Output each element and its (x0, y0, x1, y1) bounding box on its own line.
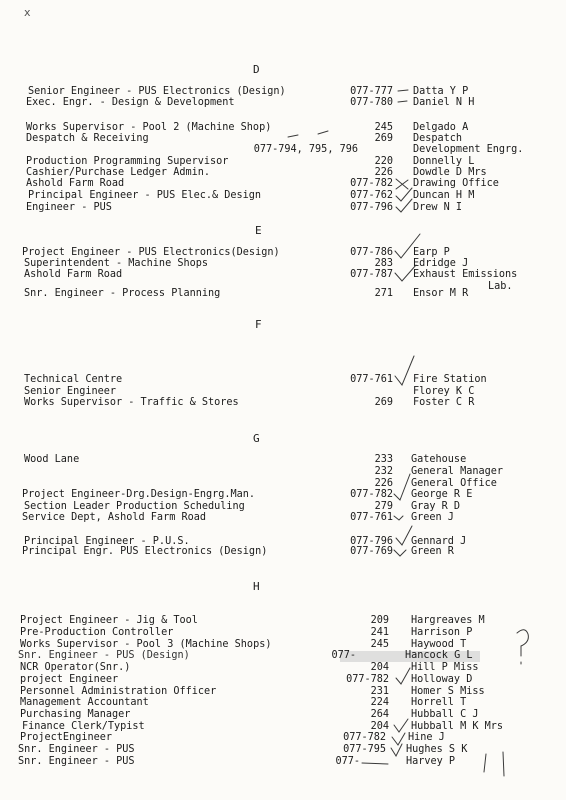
person-name: Edridge J (413, 258, 469, 269)
person-name: Gatehouse (411, 454, 467, 465)
person-name: George R E (411, 489, 473, 500)
person-name: Homer S Miss (411, 686, 485, 697)
person-name: Datta Y P (413, 86, 469, 97)
role-text: Production Programming Supervisor (26, 156, 229, 167)
role-text: Despatch & Receiving (26, 133, 149, 144)
person-name: Gennard J (411, 536, 467, 547)
person-name: Delgado A (413, 122, 469, 133)
extension: 204 (370, 721, 389, 732)
list-item (0, 178, 566, 190)
extension: 279 (374, 501, 393, 512)
extension: 245 (370, 639, 389, 650)
role-text: Senior Engineer (24, 386, 117, 397)
role-text: Snr. Engineer - PUS (18, 744, 135, 755)
person-name: Development Engrg. (413, 144, 524, 155)
list-item (0, 144, 566, 156)
extension: 209 (370, 615, 389, 626)
person-name: Dowdle D Mrs (413, 167, 487, 178)
role-text: Senior Engineer - PUS Electronics (Design) (28, 86, 286, 97)
extension: 224 (370, 697, 389, 708)
section-letter: G (253, 432, 261, 445)
person-name: Holloway D (411, 674, 473, 685)
person-name: Hubball C J (411, 709, 479, 720)
person-name: Earp P (413, 247, 450, 258)
role-text: Snr. Engineer - Process Planning (24, 288, 221, 299)
extension: 077-794, 795, 796 (253, 144, 358, 155)
extension: 077-796 (350, 202, 393, 213)
person-name: Florey K C (413, 386, 475, 397)
section-letter: E (255, 224, 263, 237)
person-name: Hargreaves M (411, 615, 485, 626)
section-letter: F (255, 318, 263, 331)
extension: 269 (374, 397, 393, 408)
role-text: Purchasing Manager (20, 709, 131, 720)
person-name: Foster C R (413, 397, 475, 408)
person-name: Gray R D (411, 501, 461, 512)
list-item (0, 454, 566, 466)
role-text: Snr. Engineer - PUS (Design) (18, 650, 190, 661)
role-text: Works Supervisor - Pool 3 (Machine Shops) (20, 639, 272, 650)
extension: 077-796 (350, 536, 393, 547)
list-item (0, 627, 566, 639)
extension: 269 (374, 133, 393, 144)
role-text: Principal Engineer - PUS Elec.& Design (28, 190, 262, 201)
section-letter: D (253, 63, 261, 76)
extension: 077- (335, 756, 360, 767)
extension: 077-782 (346, 674, 389, 685)
extension: 077- (331, 650, 356, 661)
role-text: Cashier/Purchase Ledger Admin. (26, 167, 211, 178)
role-text: Works Supervisor - Pool 2 (Machine Shop) (26, 122, 272, 133)
extension: 226 (374, 478, 393, 489)
extension: 077-782 (350, 178, 393, 189)
role-text: Works Supervisor - Traffic & Stores (24, 397, 239, 408)
person-name: General Office (411, 478, 497, 489)
list-item (0, 709, 566, 721)
extension: 077-761 (350, 374, 393, 385)
person-name: Duncan H M (413, 190, 475, 201)
role-text: Project Engineer - Jig & Tool (20, 615, 198, 626)
role-text: Ashold Farm Road (24, 269, 123, 280)
role-text: Project Engineer-Drg.Design-Engrg.Man. (22, 489, 256, 500)
person-name: Hill P Miss (411, 662, 479, 673)
list-item (0, 288, 566, 300)
role-text: Management Accountant (20, 697, 149, 708)
person-name: Hancock G L (405, 650, 473, 661)
extension: 077-787 (350, 269, 393, 280)
person-name: Despatch (413, 133, 463, 144)
role-text: Technical Centre (24, 374, 123, 385)
person-name: Lab. (488, 281, 513, 292)
role-text: project Engineer (20, 674, 119, 685)
section-letter: H (253, 580, 261, 593)
role-text: Superintendent - Machine Shops (24, 258, 209, 269)
list-item (0, 756, 566, 768)
role-text: ProjectEngineer (20, 732, 113, 743)
extension: 077-795 (343, 744, 386, 755)
list-item (0, 489, 566, 501)
role-text: Pre-Production Controller (20, 627, 174, 638)
list-item (0, 662, 566, 674)
role-text: Wood Lane (24, 454, 80, 465)
extension: 264 (370, 709, 389, 720)
list-item (0, 512, 566, 524)
list-item (0, 466, 566, 478)
list-item (0, 374, 566, 386)
extension: 077-786 (350, 247, 393, 258)
extension: 245 (374, 122, 393, 133)
role-text: Finance Clerk/Typist (22, 721, 145, 732)
extension: 077-780 (350, 97, 393, 108)
corner-mark: x (24, 6, 31, 19)
role-text: Principal Engr. PUS Electronics (Design) (22, 546, 268, 557)
role-text: Snr. Engineer - PUS (18, 756, 135, 767)
list-item (0, 546, 566, 558)
role-text: Principal Engineer - P.U.S. (24, 536, 190, 547)
person-name: Drawing Office (413, 178, 499, 189)
person-name: Ensor M R (413, 288, 469, 299)
extension: 231 (370, 686, 389, 697)
extension: 204 (370, 662, 389, 673)
extension: 233 (374, 454, 393, 465)
role-text: Ashold Farm Road (26, 178, 125, 189)
list-item (0, 190, 566, 202)
role-text: Service Dept, Ashold Farm Road (22, 512, 207, 523)
list-item (0, 732, 566, 744)
person-name: Drew N I (413, 202, 463, 213)
extension: 283 (374, 258, 393, 269)
extension: 077-782 (343, 732, 386, 743)
list-item (0, 397, 566, 409)
role-text: Section Leader Production Scheduling (24, 501, 245, 512)
list-item (0, 202, 566, 214)
extension: 220 (374, 156, 393, 167)
list-item (0, 674, 566, 686)
role-text: NCR Operator(Snr.) (20, 662, 131, 673)
person-name: Horrell T (411, 697, 467, 708)
person-name: Donnelly L (413, 156, 475, 167)
extension: 077-777 (350, 86, 393, 97)
person-name: Haywood T (411, 639, 467, 650)
extension: 241 (370, 627, 389, 638)
list-item (0, 744, 566, 756)
role-text: Personnel Administration Officer (20, 686, 217, 697)
person-name: Daniel N H (413, 97, 475, 108)
extension: 077-769 (350, 546, 393, 557)
extension: 226 (374, 167, 393, 178)
extension: 077-782 (350, 489, 393, 500)
list-item (0, 97, 566, 109)
person-name: Harvey P (406, 756, 456, 767)
person-name: Green R (411, 546, 454, 557)
role-text: Project Engineer - PUS Electronics(Design) (22, 247, 280, 258)
list-item (0, 650, 566, 662)
person-name: Hine J (408, 732, 445, 743)
list-item (0, 269, 566, 281)
extension: 077-761 (350, 512, 393, 523)
extension: 077-762 (350, 190, 393, 201)
person-name: Green J (411, 512, 454, 523)
person-name: Hughes S K (406, 744, 468, 755)
extension: 271 (374, 288, 393, 299)
person-name: Exhaust Emissions (413, 269, 518, 280)
extension: 232 (374, 466, 393, 477)
person-name: Hubball M K Mrs (411, 721, 504, 732)
person-name: General Manager (411, 466, 504, 477)
role-text: Engineer - PUS (26, 202, 112, 213)
list-item (0, 697, 566, 709)
person-name: Fire Station (413, 374, 487, 385)
person-name: Harrison P (411, 627, 473, 638)
role-text: Exec. Engr. - Design & Development (26, 97, 235, 108)
list-item (0, 615, 566, 627)
